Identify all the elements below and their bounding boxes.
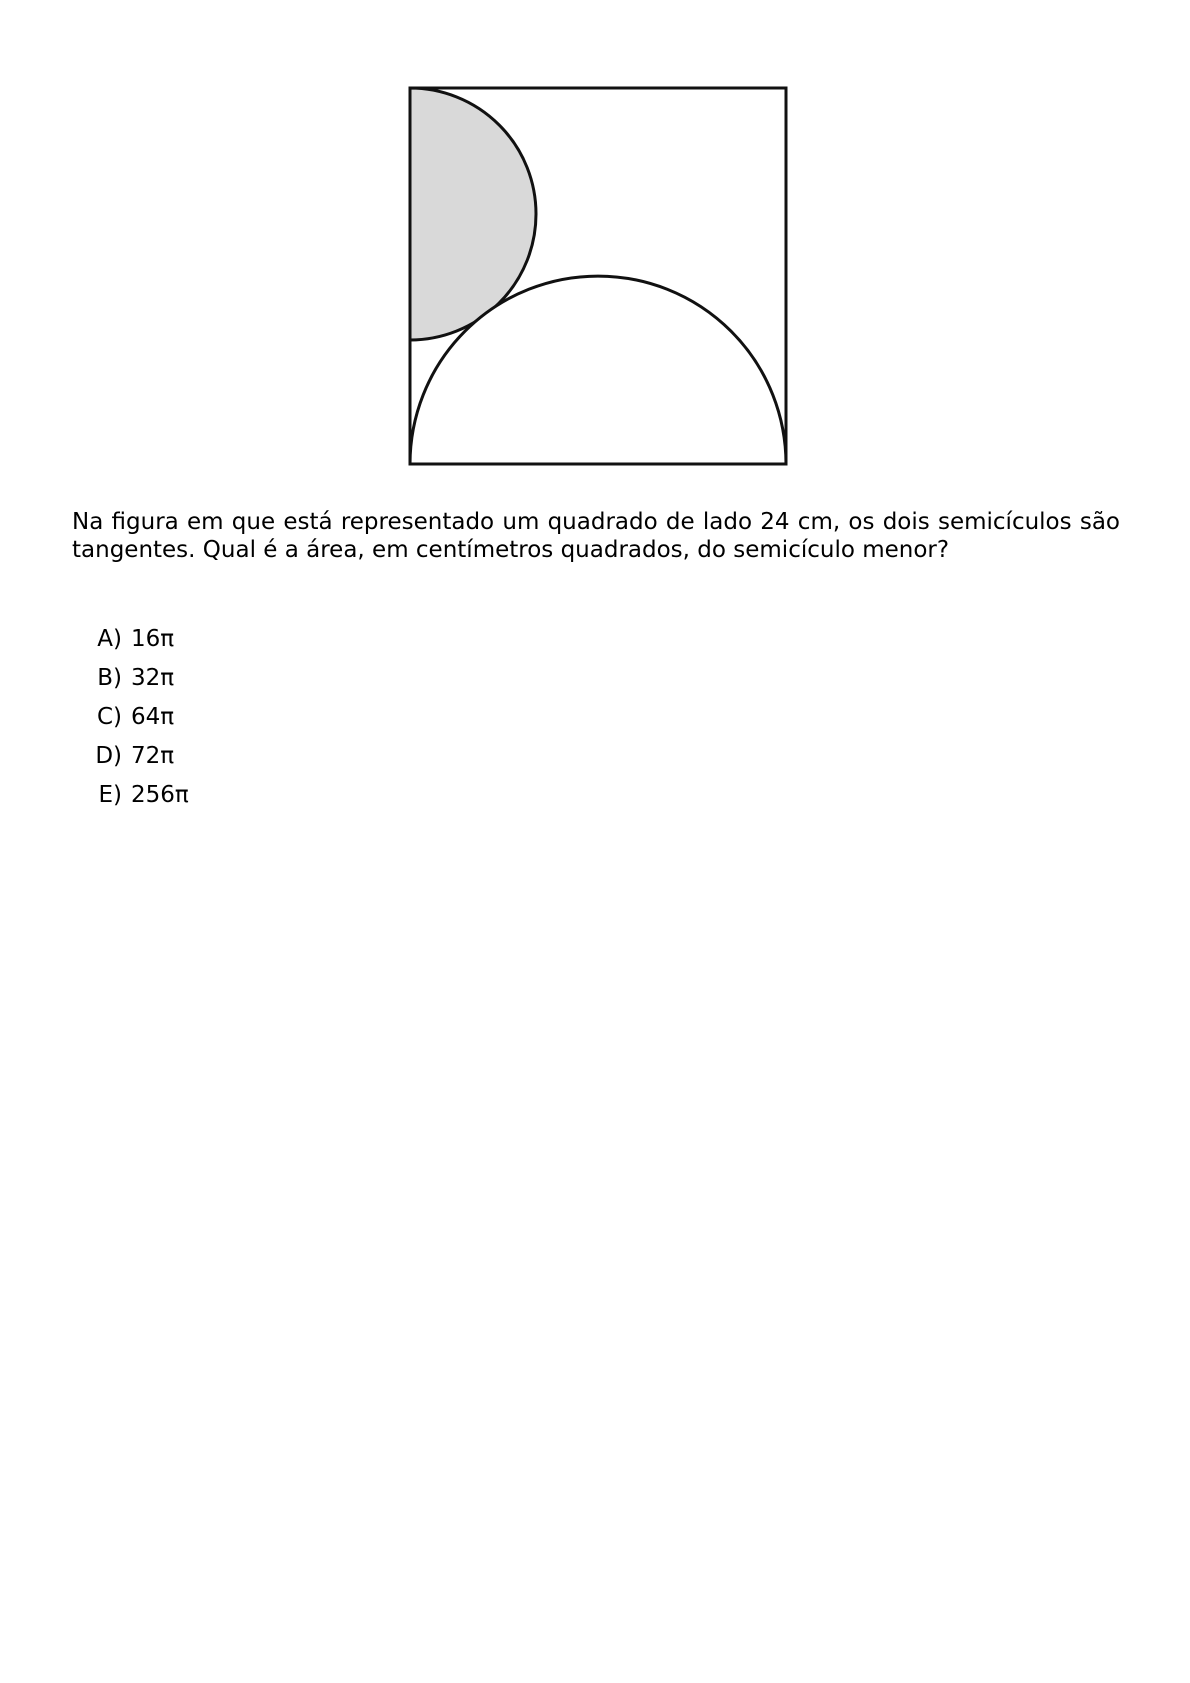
option-value: 72π — [131, 743, 175, 769]
geometry-figure — [408, 86, 788, 466]
option-value: 64π — [131, 704, 175, 730]
option-e[interactable] — [72, 776, 189, 815]
option-a[interactable] — [72, 620, 189, 659]
answer-options — [72, 620, 189, 815]
option-letter: E) — [98, 782, 122, 808]
option-value: 256π — [131, 782, 189, 808]
option-letter: D) — [95, 743, 122, 769]
question-text: Na figura em que está representado um quadrado de lado 24 cm, os dois semicículos são tangentes. Qual é a área, em centímetros quadrados, do semicículo menor? — [72, 509, 1120, 563]
option-letter: C) — [96, 704, 122, 730]
option-d[interactable] — [72, 737, 189, 776]
option-letter: B) — [97, 665, 122, 691]
option-b[interactable] — [72, 659, 189, 698]
option-letter: A) — [97, 626, 122, 652]
option-value: 32π — [131, 665, 175, 691]
option-value: 16π — [131, 626, 175, 652]
option-c[interactable] — [72, 698, 189, 737]
